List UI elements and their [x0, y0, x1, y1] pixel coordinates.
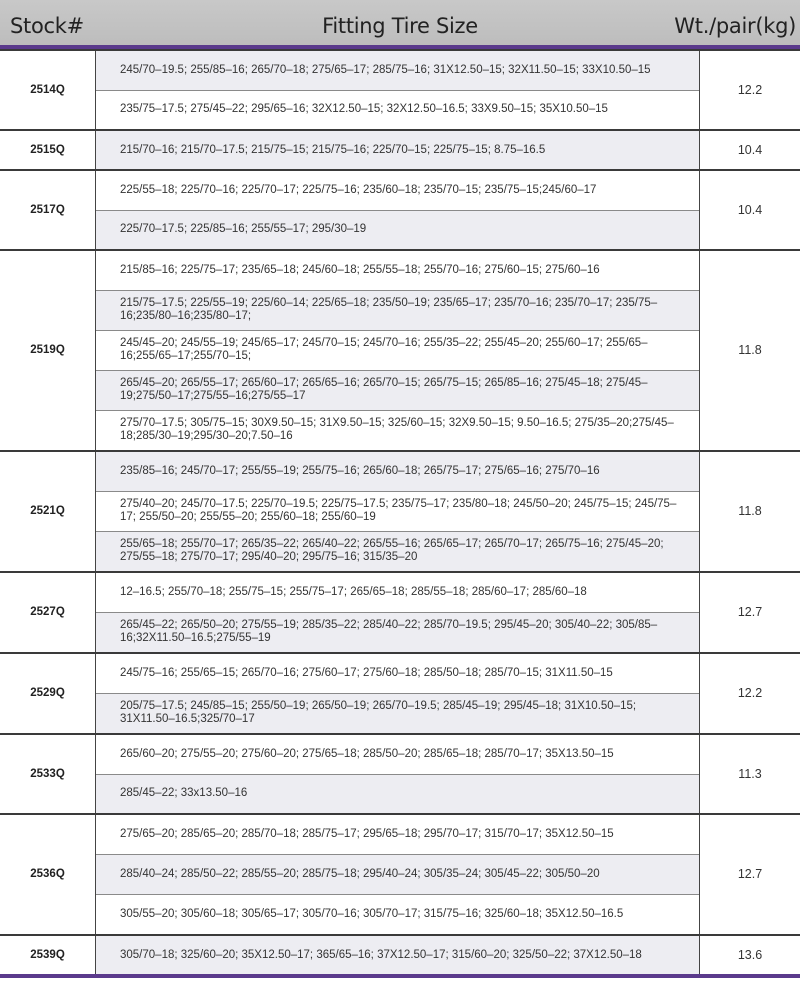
table-row: [0, 572, 800, 612]
table-row: [0, 170, 800, 210]
fitting-size-cell: 285/40–24; 285/50–22; 285/55–20; 285/75–18; 295/40–24; 305/35–24; 305/45–22; 305/50–20: [96, 854, 700, 894]
table-row: [0, 894, 800, 935]
weight-cell: 12.7: [700, 814, 800, 935]
weight-cell: 12.2: [700, 653, 800, 734]
fitting-size-cell: 235/85–16; 245/70–17; 255/55–19; 255/75–16; 265/60–18; 265/75–17; 275/65–16; 275/70–16: [96, 451, 700, 491]
stock-column-header: Stock#: [10, 14, 84, 38]
table-row: [0, 451, 800, 491]
table-row: [0, 774, 800, 814]
table-row: [0, 491, 800, 531]
fitting-size-cell: 275/65–20; 285/65–20; 285/70–18; 285/75–17; 295/65–18; 295/70–17; 315/70–17; 35X12.50–15: [96, 814, 700, 854]
fitting-size-cell: 265/60–20; 275/55–20; 275/60–20; 275/65–18; 285/50–20; 285/65–18; 285/70–17; 35X13.50–15: [96, 734, 700, 774]
fitting-size-cell: 255/65–18; 255/70–17; 265/35–22; 265/40–22; 265/55–16; 265/65–17; 265/70–17; 265/75–16; 275/45–20; 275/55–18; 275/70–17; 295/40–20; 295/75–16; 315/35–20: [96, 531, 700, 572]
table-row: [0, 693, 800, 734]
stock-number-cell: 2539Q: [0, 935, 96, 974]
fitting-size-cell: 12–16.5; 255/70–18; 255/75–15; 255/75–17; 265/65–18; 285/55–18; 285/60–17; 285/60–18: [96, 572, 700, 612]
fitting-size-cell: 215/85–16; 225/75–17; 235/65–18; 245/60–18; 255/55–18; 255/70–16; 275/60–15; 275/60–16: [96, 250, 700, 290]
table-row: [0, 734, 800, 774]
fitting-size-cell: 275/70–17.5; 305/75–15; 30X9.50–15; 31X9.50–15; 325/60–15; 32X9.50–15; 9.50–16.5; 275/35–20;275/45–18;285/30–19;295/30–20;7.50–16: [96, 410, 700, 451]
table-row: [0, 814, 800, 854]
footer-rule: [0, 974, 800, 978]
fitting-size-cell: 205/75–17.5; 245/85–15; 255/50–19; 265/50–19; 265/70–19.5; 285/45–19; 295/45–18; 31X10.50–15; 31X11.50–16.5;325/70–17: [96, 693, 700, 734]
weight-cell: 12.7: [700, 572, 800, 653]
table-row: [0, 290, 800, 330]
fitting-size-cell: 215/75–17.5; 225/55–19; 225/60–14; 225/65–18; 235/50–19; 235/65–17; 235/70–16; 235/70–17; 235/75–16;235/80–16;235/80–17;: [96, 290, 700, 330]
stock-number-cell: 2519Q: [0, 250, 96, 451]
table-row: [0, 130, 800, 170]
fitting-size-cell: 285/45–22; 33x13.50–16: [96, 774, 700, 814]
weight-cell: 11.8: [700, 250, 800, 451]
stock-number-cell: 2515Q: [0, 130, 96, 170]
fitting-size-column-header: Fitting Tire Size: [322, 14, 478, 38]
table-row: [0, 90, 800, 130]
weight-column-header: Wt./pair(kg): [674, 14, 796, 38]
fitting-size-cell: 245/45–20; 245/55–19; 245/65–17; 245/70–15; 245/70–16; 255/35–22; 255/45–20; 255/60–17; 255/65–16;255/65–17;255/70–15;: [96, 330, 700, 370]
table-row: [0, 210, 800, 250]
fitting-size-cell: 245/75–16; 255/65–15; 265/70–16; 275/60–17; 275/60–18; 285/50–18; 285/70–15; 31X11.50–15: [96, 653, 700, 693]
table-row: [0, 250, 800, 290]
fitting-size-cell: 215/70–16; 215/70–17.5; 215/75–15; 215/75–16; 225/70–15; 225/75–15; 8.75–16.5: [96, 130, 700, 170]
table-row: [0, 370, 800, 410]
table-row: [0, 935, 800, 974]
fitting-size-cell: 275/40–20; 245/70–17.5; 225/70–19.5; 225/75–17.5; 235/75–17; 235/80–18; 245/50–20; 245/75–15; 245/75–17; 255/50–20; 255/55–20; 255/60–18; 255/60–19: [96, 491, 700, 531]
stock-number-cell: 2533Q: [0, 734, 96, 814]
fitting-size-cell: 225/55–18; 225/70–16; 225/70–17; 225/75–16; 235/60–18; 235/70–15; 235/75–15;245/60–17: [96, 170, 700, 210]
stock-number-cell: 2536Q: [0, 814, 96, 935]
table-row: [0, 410, 800, 451]
fitting-size-cell: 245/70–19.5; 255/85–16; 265/70–18; 275/65–17; 285/75–16; 31X12.50–15; 32X11.50–15; 33X10.50–15: [96, 50, 700, 90]
fitting-table: [0, 49, 800, 974]
fitting-size-cell: 265/45–22; 265/50–20; 275/55–19; 285/35–22; 285/40–22; 285/70–19.5; 295/45–20; 305/40–22; 305/85–16;32X11.50–16.5;275/55–19: [96, 612, 700, 653]
stock-number-cell: 2517Q: [0, 170, 96, 250]
weight-cell: 10.4: [700, 170, 800, 250]
weight-cell: 12.2: [700, 50, 800, 130]
stock-number-cell: 2527Q: [0, 572, 96, 653]
table-row: [0, 653, 800, 693]
stock-number-cell: 2521Q: [0, 451, 96, 572]
weight-cell: 10.4: [700, 130, 800, 170]
table-row: [0, 50, 800, 90]
table-row: [0, 612, 800, 653]
table-header: [0, 0, 800, 49]
table-row: [0, 854, 800, 894]
weight-cell: 13.6: [700, 935, 800, 974]
fitting-size-cell: 235/75–17.5; 275/45–22; 295/65–16; 32X12.50–15; 32X12.50–16.5; 33X9.50–15; 35X10.50–15: [96, 90, 700, 130]
fitting-size-cell: 305/55–20; 305/60–18; 305/65–17; 305/70–16; 305/70–17; 315/75–16; 325/60–18; 35X12.50–16.5: [96, 894, 700, 935]
table-row: [0, 531, 800, 572]
fitting-size-cell: 225/70–17.5; 225/85–16; 255/55–17; 295/30–19: [96, 210, 700, 250]
weight-cell: 11.8: [700, 451, 800, 572]
weight-cell: 11.3: [700, 734, 800, 814]
table-row: [0, 330, 800, 370]
fitting-size-cell: 265/45–20; 265/55–17; 265/60–17; 265/65–16; 265/70–15; 265/75–15; 265/85–16; 275/45–18; 275/45–19;275/50–17;275/55–16;275/55–17: [96, 370, 700, 410]
stock-number-cell: 2529Q: [0, 653, 96, 734]
fitting-size-cell: 305/70–18; 325/60–20; 35X12.50–17; 365/65–16; 37X12.50–17; 315/60–20; 325/50–22; 37X12.50–18: [96, 935, 700, 974]
stock-number-cell: 2514Q: [0, 50, 96, 130]
